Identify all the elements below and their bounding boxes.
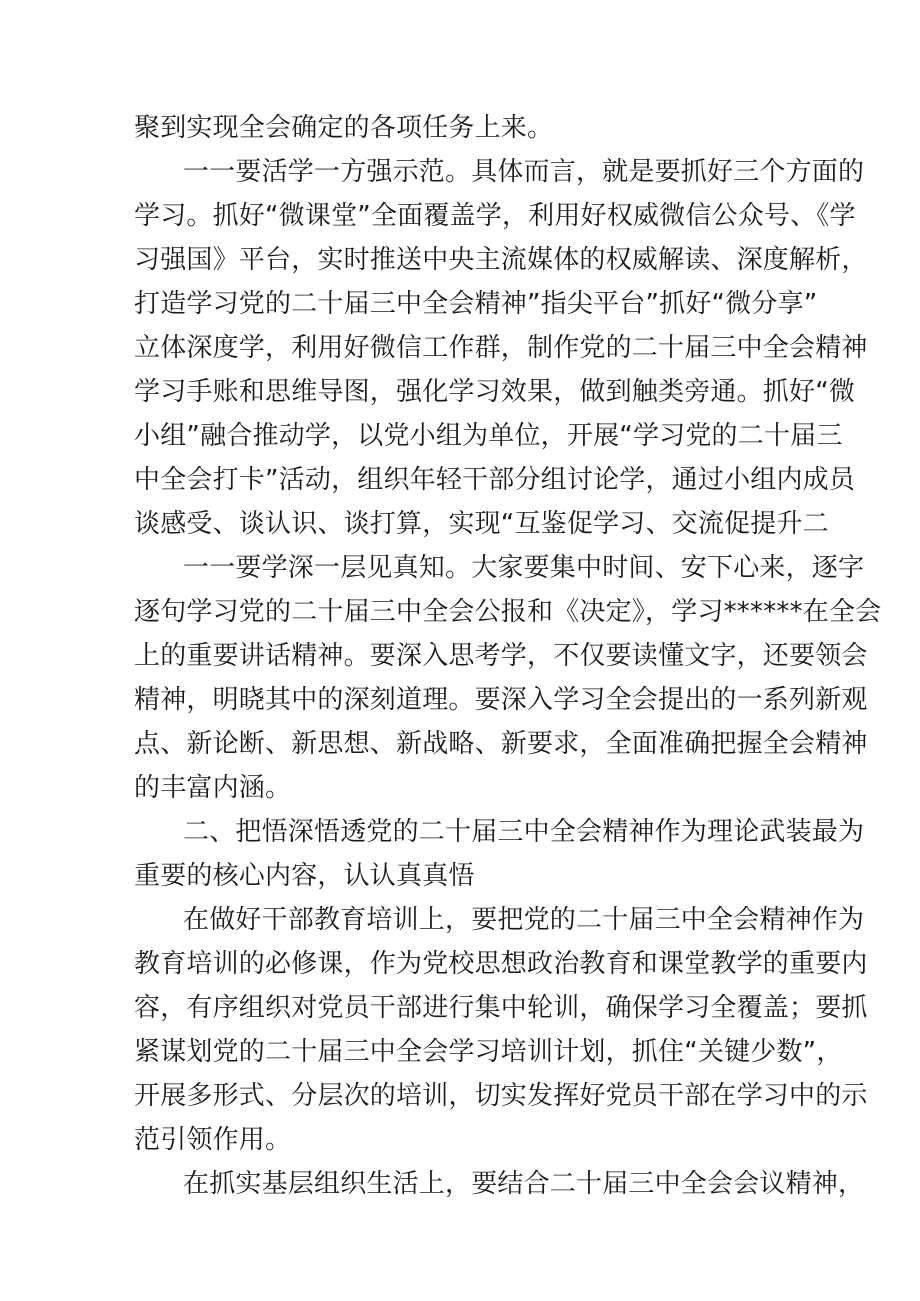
section-heading-line: 二、把悟深悟透党的二十届三中全会精神作为理论武装最为 (183, 817, 865, 847)
text-line: 容，有序组织对党员干部进行集中轮训，确保学习全覆盖；要抓 (134, 993, 868, 1023)
text-line: 学习手账和思维导图，强化学习效果，做到触类旁通。抓好“微 (134, 377, 856, 407)
text-line: 上的重要讲话精神。要深入思考学，不仅要读懂文字，还要领会 (134, 641, 868, 671)
text-line: 一一要学深一层见真知。大家要集中时间、安下心来，逐字 (183, 553, 865, 583)
text-line: 中全会打卡”活动，组织年轻干部分组讨论学，通过小组内成员 (134, 465, 856, 495)
text-line: 谈感受、谈认识、谈打算，实现“互鉴促学习、交流促提升二 (134, 509, 829, 539)
text-line: 点、新论断、新思想、新战略、新要求，全面准确把握全会精神 (134, 729, 868, 759)
text-line: 一一要活学一方强示范。具体而言，就是要抓好三个方面的 (183, 157, 865, 187)
text-line: 开展多形式、分层次的培训，切实发挥好党员干部在学习中的示 (134, 1081, 868, 1111)
text-line: 在做好干部教育培训上，要把党的二十届三中全会精神作为 (183, 905, 865, 935)
text-line: 紧谋划党的二十届三中全会学习培训计划，抓住“关键少数”， (134, 1037, 843, 1067)
text-line: 学习。抓好“微课堂”全面覆盖学，利用好权威微信公众号、《学 (134, 201, 856, 231)
text-line: 教育培训的必修课，作为党校思想政治教育和课堂教学的重要内 (134, 949, 868, 979)
text-line: 小组”融合推动学，以党小组为单位，开展“学习党的二十届三 (134, 421, 843, 451)
section-heading-line: 重要的核心内容，认认真真悟 (134, 861, 475, 891)
text-line: 打造学习党的二十届三中全会精神”指尖平台”抓好“微分享” (134, 289, 818, 319)
text-line: 的丰富内涵。 (134, 773, 292, 803)
text-line: 立体深度学，利用好微信工作群，制作党的二十届三中全会精神 (134, 333, 868, 363)
text-line: 在抓实基层组织生活上，要结合二十届三中全会会议精神， (183, 1169, 865, 1199)
text-line: 逐句学习党的二十届三中全会公报和《决定》，学习******在全会 (134, 597, 882, 627)
text-line: 范引领作用。 (134, 1125, 292, 1155)
text-line: 习强国》平台，实时推送中央主流媒体的权威解读、深度解析， (134, 245, 868, 275)
text-line: 聚到实现全会确定的各项任务上来。 (134, 113, 554, 143)
text-line: 精神，明晓其中的深刻道理。要深入学习全会提出的一系列新观 (134, 685, 868, 715)
